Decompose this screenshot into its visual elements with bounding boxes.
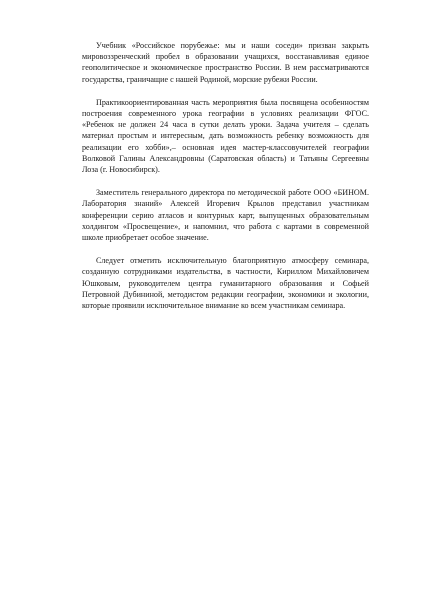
paragraph-2: Практикоориентированная часть мероприятия была посвящена особенностям построения современного урока географии в условиях реализации ФГОС. «Ребенок не должен 24 часа в сутки делать уроки. Задача учителя – сделать материал простым и интересным, дать возможность ребенку возможность для реализации его хобби»,– основная идея мастер-классовучителей географии Волковой Галины Александровны (Саратовская область) и Татьяны Сергеевны Лоза (г. Новосибирск). bbox=[82, 97, 369, 175]
paragraph-4: Следует отметить исключительную благоприятную атмосферу семинара, созданную сотрудниками издательства, в частности, Кириллом Михайловичем Юшковым, руководителем центра гуманитарного образования и Софьей Петровной Дубининой, методистом редакции географии, экономики и экологии, которые проявили исключительное внимание ко всем участникам семинара. bbox=[82, 256, 369, 311]
paragraph-3: Заместитель генерального директора по методической работе ООО «БИНОМ. Лаборатория знаний» Алексей Игоревич Крылов представил участникам конференции серию атласов и контурных карт, выпущенных образовательным холдингом «Просвещение», и напомнил, что работа с картами в современной школе приобретает особое значение. bbox=[82, 188, 369, 243]
document-body bbox=[82, 40, 369, 311]
paragraph-1: Учебник «Российское порубежье: мы и наши соседи» призван закрыть мировоззренческий пробел в образовании учащихся, восстанавливая единое геополитическое и экономическое пространство России. В нем рассматриваются государства, граничащие с нашей Родиной, морские рубежи России. bbox=[82, 41, 369, 84]
